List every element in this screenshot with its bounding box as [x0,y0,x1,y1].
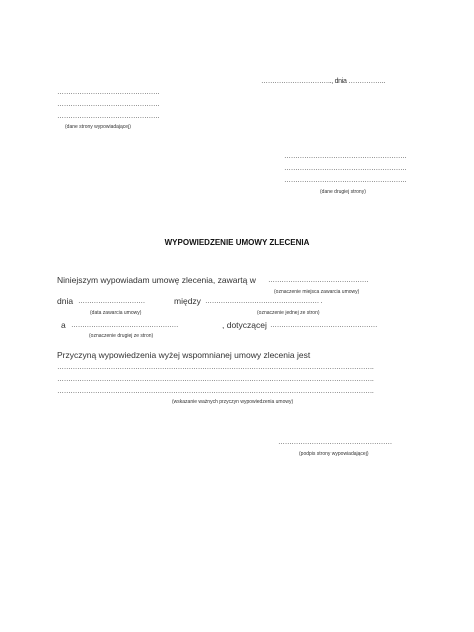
recipient-line-2: ………………………………………………. [284,165,407,172]
line1-text: Niniejszym wypowiadam umowę zlecenia, zawartą w [57,275,256,285]
signature-caption: (podpis strony wypowiadającej) [299,451,369,457]
caption-party1: (oznaczenie jednej ze stron) [257,310,320,316]
line3-prefix: a [61,320,66,330]
reason-line-1: ……………………………………………………………………………………………………………………………. [57,364,374,371]
sender-line-2: ………………………………………. [57,101,160,108]
reason-line-2: ……………………………………………………………………………………………………………………………. [57,376,374,383]
reason-caption: (wskazanie ważnych przyczyn wypowiedzenia umowy) [172,399,294,405]
line1-dots: ……………………………………… [268,277,369,284]
line2-mid: między [174,296,201,306]
caption-place: (oznaczenie miejsca zawarcia umowy) [274,289,360,295]
line3-dots-a: ………………………………………… [71,322,179,329]
line3-dots-b: ………………………………………… [270,322,378,329]
line2-prefix: dnia [57,296,74,306]
recipient-line-3: ………………………………………………. [284,177,407,184]
reason-text: Przyczyną wypowiedzenia wyżej wspomnianej umowy zlecenia jest [57,350,311,360]
recipient-caption: (dane drugiej strony) [320,189,366,195]
line2-dots-a: ………………………… [78,298,146,305]
sender-caption: (dane strony wypowiadającej) [65,124,131,130]
sender-line-1: ………………………………………. [57,89,160,96]
signature-line: …………………………………………… [278,439,392,446]
line2-dots-b: …………………………………………… . [205,298,323,305]
document-title: WYPOWIEDZENIE UMOWY ZLECENIA [164,238,310,247]
reason-line-3: ……………………………………………………………………………………………………………………………. [57,388,374,395]
caption-date: (data zawarcia umowy) [90,310,142,316]
caption-party2: (oznaczenie drugiej ze stron) [89,333,154,339]
sender-line-3: ………………………………………. [57,113,160,120]
recipient-line-1: ………………………………………………. [284,153,407,160]
place-date-line: ………………………….., dnia …………….. [261,78,386,85]
line3-mid: , dotyczącej [222,320,267,330]
